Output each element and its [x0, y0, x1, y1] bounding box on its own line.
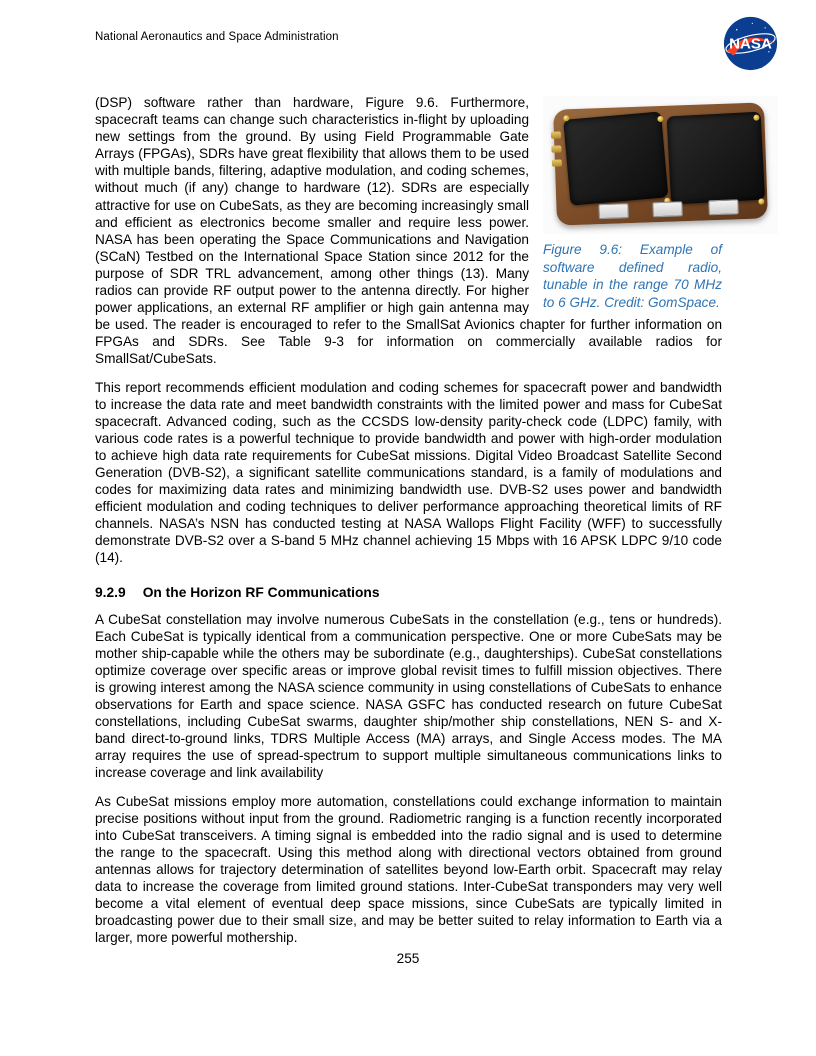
page-number: 255	[396, 951, 420, 966]
paragraph-3: A CubeSat constellation may involve numerous CubeSats in the constellation (e.g., tens or hundreds). Each CubeSat is typically identical from a communication perspective. One or more CubeSats may be mother ship-capable while the others may be subordinate (e.g., daughterships). CubeSat constellations optimize coverage over specific areas or improve global revisit times to fulfill mission objectives. There is growing interest among the NASA science community in using constellations of CubeSats to enhance observations for Earth and space science. NASA GSFC has conducted research on future CubeSat constellations, including CubeSat swarms, daughter ship/mother ship constellations, NEN S- and X-band direct-to-ground links, TDRS Multiple Access (MA) arrays, and Single Access modes. The MA array requires the use of spread-spectrum to support multiple simultaneous communications links to increase coverage and link availability	[95, 611, 722, 781]
paragraph-1	[95, 94, 722, 368]
figure-9-6	[543, 96, 778, 311]
section-number: 9.2.9	[95, 584, 126, 600]
agency-name: National Aeronautics and Space Administration	[95, 31, 339, 43]
paragraph-2: This report recommends efficient modulation and coding schemes for spacecraft power and bandwidth to increase the data rate and meet bandwidth constraints with the limited power and mass for CubeSat spacecraft. Advanced coding, such as the CCSDS low-density parity-check code (LDPC) family, with various code rates is a powerful technique to provide bandwidth and power with high-order modulation to achieve high data rate requirements for CubeSat missions. Digital Video Broadcast Satellite Second Generation (DVB-S2), a significant satellite communications standard, is a family of modulations and codes for maximizing data rates and minimizing bandwidth use. DVB-S2 uses power and bandwidth efficient modulation and coding techniques to deliver performance approaching theoretical limits of RF channels. NASA’s NSN has conducted testing at NASA Wallops Flight Facility (WFF) to successfully demonstrate DVB-S2 over a S-band 5 MHz channel achieving 15 Mbps with 16 APSK LDPC 9/10 code (14).	[95, 379, 722, 566]
figure-image	[543, 96, 778, 234]
figure-caption: Figure 9.6: Example of software defined radio, tunable in the range 70 MHz to 6 GHz. Credit: GomSpace.	[543, 242, 722, 310]
nasa-logo-icon	[723, 16, 778, 71]
section-heading	[95, 584, 722, 601]
section-title: On the Horizon RF Communications	[142, 584, 380, 600]
paragraph-4: As CubeSat missions employ more automation, constellations could exchange information to maintain precise positions without input from the ground. Radiometric ranging is a function recently incorporated into CubeSat transceivers. A timing signal is embedded into the radio signal and is used to determine the range to the spacecraft. Using this method along with directional vectors obtained from ground antennas allows for trajectory determination of satellites beyond low-Earth orbit. Spacecraft may relay data to increase the coverage from limited ground stations. Inter-CubeSat transponders may very well become a vital element of eventual deep space missions, since CubeSats are typically limited in broadcasting power due to their small size, and may be better suited to relay information to Earth via a larger, more powerful mothership.	[95, 793, 722, 946]
paragraph-1-text: (DSP) software rather than hardware, Figure 9.6. Furthermore, spacecraft teams can change such characteristics in-flight by uploading new settings from the ground. By using Field Programmable Gate Arrays (FPGAs), SDRs have great flexibility that allows them to be used with multiple bands, filtering, adaptive modulation, and coding schemes, without much (if any) change to hardware (12). SDRs are especially attractive for use on CubeSats, as they are becoming increasingly small and efficient as electronics become smaller and require less power. NASA has been operating the Space Communications and Navigation (SCaN) Testbed on the International Space Station since 2012 for the purpose of SDR TRL advancement, among other things (13). Many radios can provide RF output power to the antenna directly. For higher power applications, an external RF amplifier or high gain antenna may be used. The reader is encouraged to refer to the SmallSat Avionics chapter for further information on FPGAs and SDRs. See Table 9-3 for information on commercially available radios for SmallSat/CubeSats.	[95, 95, 722, 367]
radio-board	[553, 102, 768, 225]
page-body	[95, 94, 722, 957]
svg-text:NASA: NASA	[729, 35, 772, 53]
